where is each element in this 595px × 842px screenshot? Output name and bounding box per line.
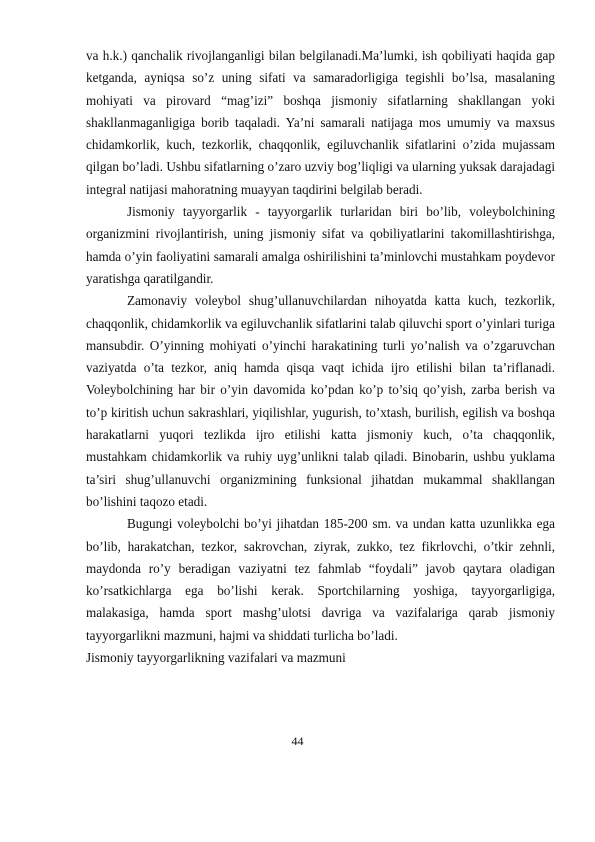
body-text [86,45,555,669]
paragraph-1: va h.k.) qanchalik rivojlanganligi bilan belgilanadi.Ma’lumki, ish qobiliyati haqida gap ketganda, ayniqsa so’z uning sifati va samaradorligiga tegishli bo’lsa, masalaning mohiyati va pirovard “mag’izi” boshqa jismoniy sifatlarning shakllangan yoki shakllanmaganligiga borib taqaladi. Ya’ni samarali natijaga mos umumiy va maxsus chidamkorlik, kuch, tezkorlik, chaqqonlik, egiluvchanlik sifatlarini o’zida mujassam qilgan bo’ladi. Ushbu sifatlarning o’zaro uzviy bog’liqligi va ularning yuksak darajadagi integral natijasi mahoratning muayyan taqdirini belgilab beradi. [86,48,555,197]
section-heading: Jismoniy tayyorgarlikning vazifalari va mazmuni [86,650,346,666]
page-number: 44 [291,734,304,748]
paragraph-3: Zamonaviy voleybol shug’ullanuvchilardan nihoyatda katta kuch, tezkorlik, chaqqonlik, chidamkorlik va egiluvchanlik sifatlarini talab qiluvchi sport o’yinlari turiga mansubdir. O’yinning mohiyati o’yinchi harakatining turli yo’nalish va o’zgaruvchan vaziyatda o’ta tezkor, aniq hamda qisqa vaqt ichida ijro etilishi bilan ta’riflanadi. Voleybolchining har bir o’yin davomida ko’pdan ko’p to’siq qo’yish, zarba berish va to’p kiritish uchun sakrashlari, yiqilishlar, yugurish, to’xtash, burilish, egilish va boshqa harakatlarni yuqori tezlikda ijro etilishi katta jismoniy kuch, o’ta chaqqonlik, mustahkam chidamkorlik va ruhiy uyg’unlikni talab qiladi. Binobarin, ushbu yuklama ta’siri shug’ullanuvchi organizmining funksional jihatdan mukammal shakllangan bo’lishini taqozo etadi. [86,293,555,509]
paragraph-2: Jismoniy tayyorgarlik - tayyorgarlik turlaridan biri bo’lib, voleybolchining organizmini rivojlantirish, uning jismoniy sifat va qobiliyatlarini takomillashtirishga, hamda o’yin faoliyatini samarali amalga oshirilishini ta’minlovchi mustahkam poydevor yaratishga qaratilgandir. [86,204,555,286]
paragraph-4: Bugungi voleybolchi bo’yi jihatdan 185-200 sm. va undan katta uzunlikka ega bo’lib, harakatchan, tezkor, sakrovchan, ziyrak, zukko, tez fikrlovchi, o’tkir zehnli, maydonda ro’y beradigan vaziyatni tez fahmlab “foydali” javob qaytara oladigan ko’rsatkichlarga ega bo’lishi kerak. Sportchilarning yoshiga, tayyorgarligiga, malakasiga, hamda sport mashg’ulotsi davriga va vazifalariga qarab jismoniy tayyorgarlikni mazmuni, hajmi va shiddati turlicha bo’ladi. [86,516,555,643]
